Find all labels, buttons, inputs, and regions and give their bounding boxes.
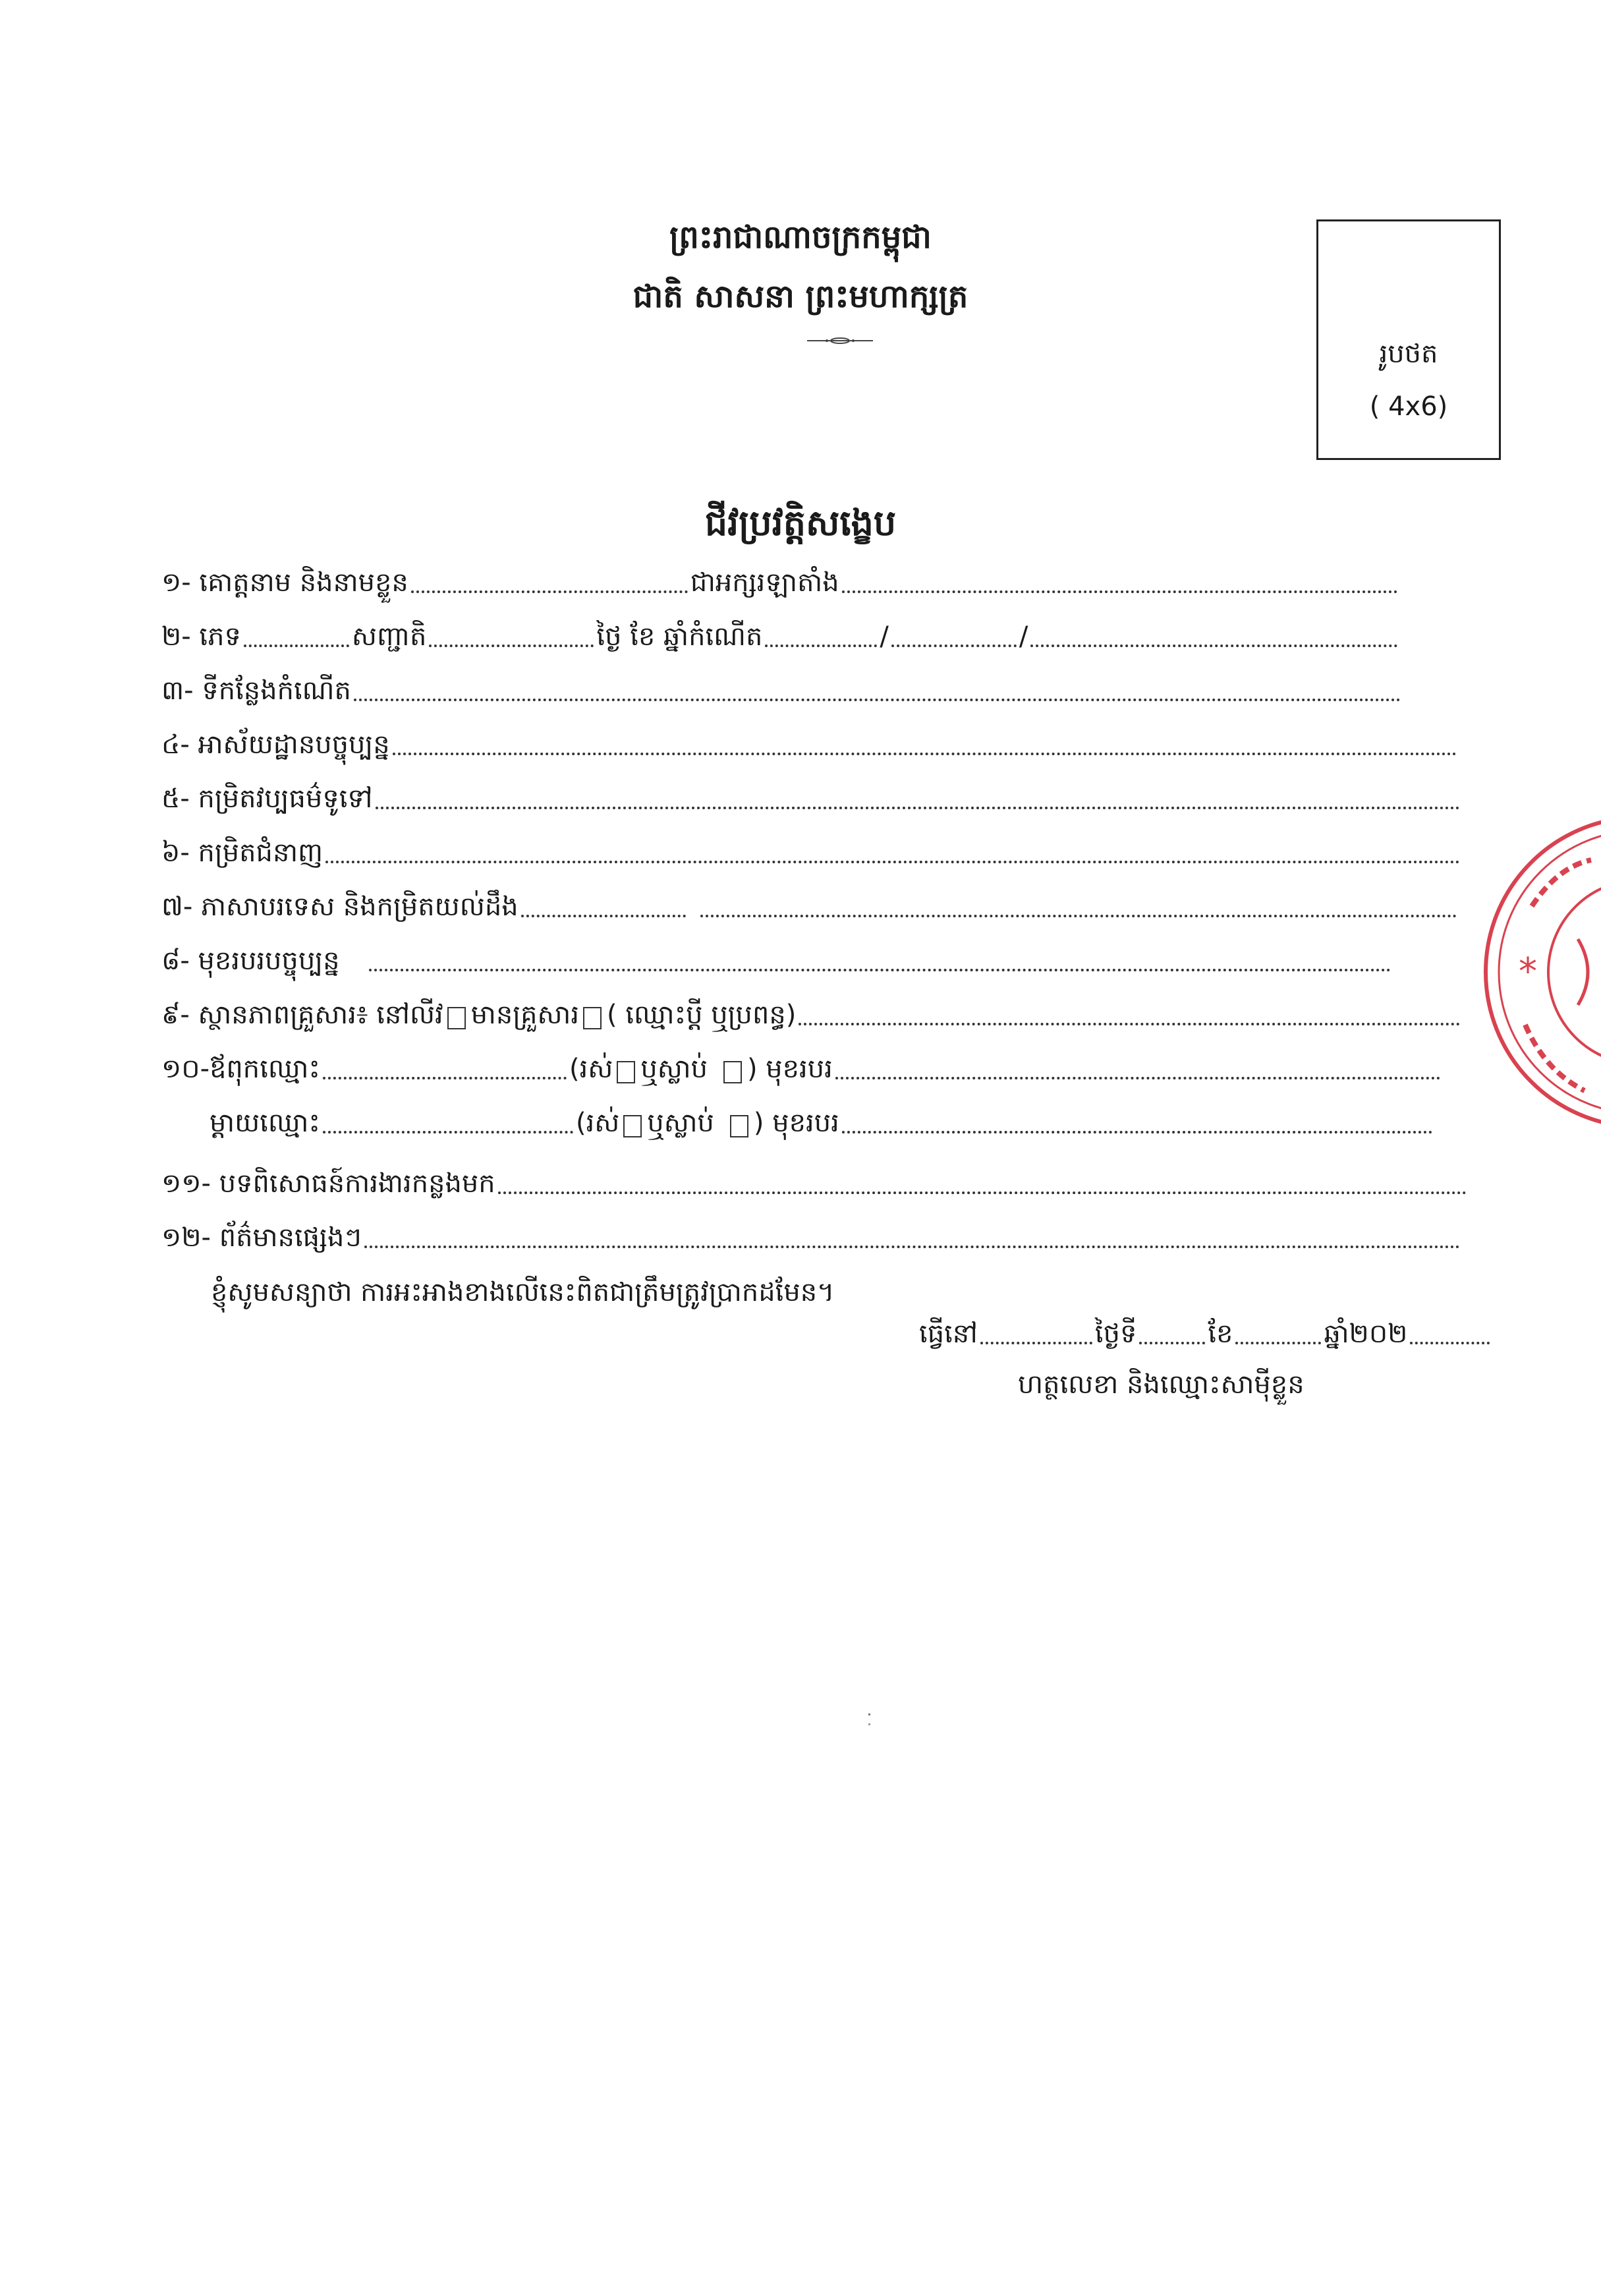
dob-slash-2: / bbox=[1019, 621, 1028, 652]
other-info-field[interactable] bbox=[364, 1246, 1460, 1248]
made-at-label: ធ្វើនៅ bbox=[919, 1319, 978, 1349]
row-skills bbox=[161, 836, 1463, 870]
address-field[interactable] bbox=[393, 753, 1457, 755]
occupation-label: ៨- មុខរបរបច្ចុប្បន្ន bbox=[161, 946, 340, 976]
father-alive-checkbox[interactable] bbox=[617, 1061, 635, 1083]
place-field[interactable] bbox=[980, 1342, 1092, 1344]
dob-year-field[interactable] bbox=[1030, 645, 1397, 647]
languages-field-1[interactable] bbox=[521, 915, 686, 917]
education-label: ៥- កម្រិតវប្បធម៌ទូទៅ bbox=[161, 784, 373, 814]
mother-alive-checkbox[interactable] bbox=[623, 1115, 642, 1137]
dob-label: ថ្ងៃ ខែ ឆ្នាំកំណើត bbox=[596, 621, 763, 652]
mother-name-field[interactable] bbox=[323, 1131, 573, 1134]
mother-occupation-label: ) មុខរបរ bbox=[753, 1108, 839, 1138]
single-checkbox[interactable] bbox=[447, 1007, 466, 1029]
spouse-field[interactable] bbox=[799, 1023, 1460, 1025]
languages-label: ៧- ភាសាបរទេស និងកម្រិតយល់ដឹង bbox=[161, 892, 519, 922]
month-label: ខែ bbox=[1208, 1319, 1233, 1349]
sex-field[interactable] bbox=[244, 645, 349, 647]
occupation-field[interactable] bbox=[369, 969, 1391, 971]
row-sex-nationality-dob bbox=[161, 619, 1400, 654]
svg-text:*: * bbox=[1519, 950, 1537, 993]
latin-name-field[interactable] bbox=[842, 590, 1397, 593]
motto-heading: ជាតិ សាសនា ព្រះមហាក្សត្រ bbox=[632, 278, 969, 315]
education-field[interactable] bbox=[376, 807, 1460, 809]
row-birthplace bbox=[161, 674, 1403, 708]
photo-placeholder[interactable] bbox=[1316, 219, 1501, 460]
experience-field[interactable] bbox=[498, 1191, 1467, 1194]
mother-occupation-field[interactable] bbox=[842, 1131, 1432, 1134]
dob-slash-1: / bbox=[880, 621, 889, 652]
mother-dead-checkbox[interactable] bbox=[730, 1115, 748, 1137]
nationality-field[interactable] bbox=[429, 645, 594, 647]
month-field[interactable] bbox=[1235, 1342, 1321, 1344]
row-education bbox=[161, 782, 1463, 816]
row-occupation bbox=[161, 944, 1393, 978]
scan-speck bbox=[868, 1713, 870, 1715]
day-label: ថ្ងៃទី bbox=[1094, 1319, 1137, 1349]
row-other-info bbox=[161, 1220, 1463, 1255]
row-marital-status bbox=[161, 998, 1463, 1032]
latin-name-label: ជាអក្សរឡាតាំង bbox=[690, 567, 839, 598]
row-languages bbox=[161, 890, 1459, 924]
day-field[interactable] bbox=[1139, 1342, 1205, 1344]
address-label: ៤- អាស័យដ្ឋានបច្ចុប្បន្ន bbox=[161, 730, 390, 760]
row-experience bbox=[161, 1166, 1469, 1201]
scan-speck bbox=[868, 1723, 870, 1725]
sex-label: ២- ភេទ bbox=[161, 621, 241, 652]
year-label: ឆ្នាំ២០២ bbox=[1324, 1319, 1408, 1349]
row-address bbox=[161, 728, 1459, 762]
father-name-field[interactable] bbox=[323, 1077, 567, 1079]
document-title: ជីវប្រវត្តិសង្ខេប bbox=[704, 502, 897, 544]
declaration-text: ខ្ញុំសូមសន្យាថា ការអះអាងខាងលើនេះពិតជាត្រឹមត្រូវប្រាកដមែន។ bbox=[211, 1277, 835, 1307]
ornament-divider bbox=[807, 337, 873, 344]
official-stamp-seal bbox=[1479, 807, 1601, 1137]
father-dead-checkbox[interactable] bbox=[723, 1061, 742, 1083]
mother-label: ម្តាយឈ្មោះ bbox=[210, 1108, 320, 1138]
row-mother bbox=[210, 1106, 1435, 1140]
nationality-label: សញ្ជាតិ bbox=[351, 621, 427, 652]
married-checkbox[interactable] bbox=[583, 1007, 602, 1029]
languages-field-2[interactable] bbox=[700, 915, 1457, 917]
row-signature-date bbox=[919, 1317, 1492, 1351]
father-label: ១០-ឪពុកឈ្មោះ bbox=[161, 1054, 320, 1084]
name-field[interactable] bbox=[411, 590, 688, 593]
row-name bbox=[161, 565, 1400, 600]
birthplace-label: ៣- ទីកន្លែងកំណើត bbox=[161, 675, 351, 706]
father-alive-label: (រស់ bbox=[569, 1054, 613, 1084]
experience-label: ១១- បទពិសោធន៍ការងារកន្លងមក bbox=[161, 1168, 495, 1199]
married-label: មានគ្រួសារ bbox=[470, 1000, 580, 1030]
father-occupation-label: ) មុខរបរ bbox=[746, 1054, 833, 1084]
birthplace-field[interactable] bbox=[354, 699, 1401, 701]
father-dead-label: ឬស្លាប់ bbox=[640, 1054, 708, 1084]
signature-label: ហត្ថលេខា និងឈ្មោះសាម៉ីខ្លួន bbox=[1018, 1369, 1305, 1400]
kingdom-heading: ព្រះរាជាណាចក្រកម្ពុជា bbox=[669, 219, 932, 256]
name-label: ១- គោត្តនាម និងនាមខ្លួន bbox=[161, 567, 408, 598]
skills-label: ៦- កម្រិតជំនាញ bbox=[161, 838, 323, 868]
photo-size: ( 4x6) bbox=[1369, 391, 1448, 422]
year-field[interactable] bbox=[1410, 1342, 1490, 1344]
photo-label: រូបថត bbox=[1379, 339, 1438, 369]
mother-alive-label: (រស់ bbox=[575, 1108, 620, 1138]
skills-field[interactable] bbox=[325, 861, 1460, 863]
other-info-label: ១២- ព័ត៌មានផ្សេងៗ bbox=[161, 1222, 362, 1253]
mother-dead-label: ឬស្លាប់ bbox=[647, 1108, 714, 1138]
father-occupation-field[interactable] bbox=[835, 1077, 1440, 1079]
dob-month-field[interactable] bbox=[891, 645, 1017, 647]
dob-day-field[interactable] bbox=[765, 645, 877, 647]
row-father bbox=[161, 1052, 1443, 1086]
spouse-label: ( ឈ្មោះប្តី ឬប្រពន្ធ) bbox=[607, 1000, 797, 1030]
marital-label: ៩- ស្ថានភាពគ្រួសារ៖ នៅលីវ bbox=[161, 1000, 443, 1030]
